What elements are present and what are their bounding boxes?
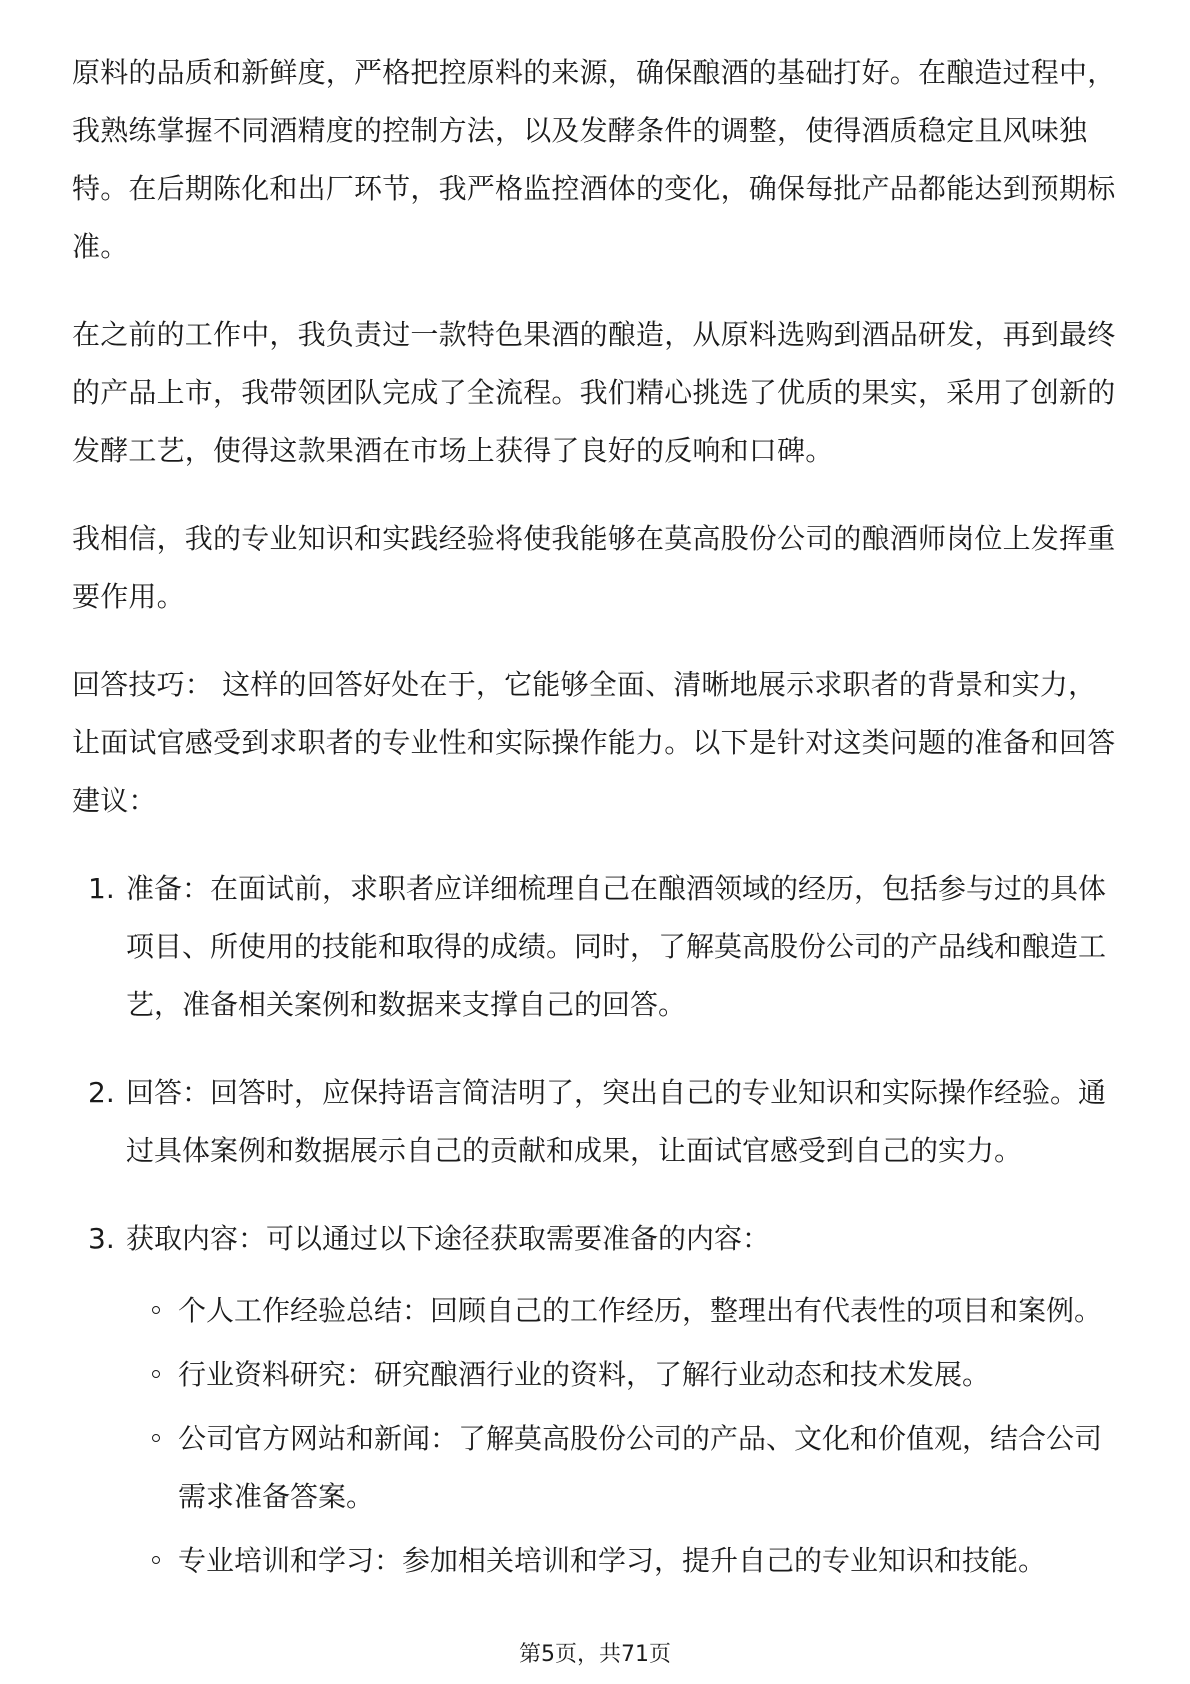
bullet-icon xyxy=(152,1370,160,1378)
list-item-text: 准备：在面试前，求职者应详细梳理自己在酿酒领域的经历，包括参与过的具体项目、所使用的技能和取得的成绩。同时，了解莫高股份公司的产品线和酿造工艺，准备相关案例和数据来支撑自己的回答。 xyxy=(126,872,1107,1021)
list-number: 2. xyxy=(88,1076,115,1109)
list-item-prepare xyxy=(72,860,1118,1034)
sub-list xyxy=(126,1282,1118,1590)
list-item-get-content xyxy=(72,1210,1118,1590)
bullet-icon xyxy=(152,1556,160,1564)
list-number: 3. xyxy=(88,1222,115,1255)
sub-list-item-text: 专业培训和学习：参加相关培训和学习，提升自己的专业知识和技能。 xyxy=(178,1544,1047,1577)
paragraph-2: 在之前的工作中，我负责过一款特色果酒的酿造，从原料选购到酒品研发，再到最终的产品上市，我带领团队完成了全流程。我们精心挑选了优质的果实，采用了创新的发酵工艺，使得这款果酒在市场上获得了良好的反响和口碑。 xyxy=(72,318,1116,467)
document-body xyxy=(72,44,1118,1620)
sub-list-item-text: 行业资料研究：研究酿酒行业的资料，了解行业动态和技术发展。 xyxy=(178,1358,991,1391)
list-number: 1. xyxy=(88,872,115,905)
list-item-text: 回答：回答时，应保持语言简洁明了，突出自己的专业知识和实际操作经验。通过具体案例和数据展示自己的贡献和成果，让面试官感受到自己的实力。 xyxy=(126,1076,1107,1167)
ordered-list xyxy=(72,860,1118,1590)
bullet-icon xyxy=(152,1306,160,1314)
list-item-text: 获取内容：可以通过以下途径获取需要准备的内容： xyxy=(126,1222,771,1255)
sub-list-item xyxy=(126,1410,1118,1526)
paragraph-1: 原料的品质和新鲜度，严格把控原料的来源，确保酿酒的基础打好。在酿造过程中，我熟练掌握不同酒精度的控制方法，以及发酵条件的调整，使得酒质稳定且风味独特。在后期陈化和出厂环节，我严格监控酒体的变化，确保每批产品都能达到预期标准。 xyxy=(72,56,1116,263)
answer-tips-paragraph: 回答技巧： 这样的回答好处在于，它能够全面、清晰地展示求职者的背景和实力，让面试官感受到求职者的专业性和实际操作能力。以下是针对这类问题的准备和回答建议： xyxy=(72,668,1116,817)
paragraph-3: 我相信，我的专业知识和实践经验将使我能够在莫高股份公司的酿酒师岗位上发挥重要作用。 xyxy=(72,522,1116,613)
page-footer: 第5页，共71页 xyxy=(519,1642,671,1667)
sub-list-item xyxy=(126,1346,1118,1404)
sub-list-item-text: 公司官方网站和新闻：了解莫高股份公司的产品、文化和价值观，结合公司需求准备答案。 xyxy=(178,1422,1103,1513)
sub-list-item xyxy=(126,1532,1118,1590)
sub-list-item xyxy=(126,1282,1118,1340)
bullet-icon xyxy=(152,1434,160,1442)
list-item-answer xyxy=(72,1064,1118,1180)
sub-list-item-text: 个人工作经验总结：回顾自己的工作经历，整理出有代表性的项目和案例。 xyxy=(178,1294,1103,1327)
